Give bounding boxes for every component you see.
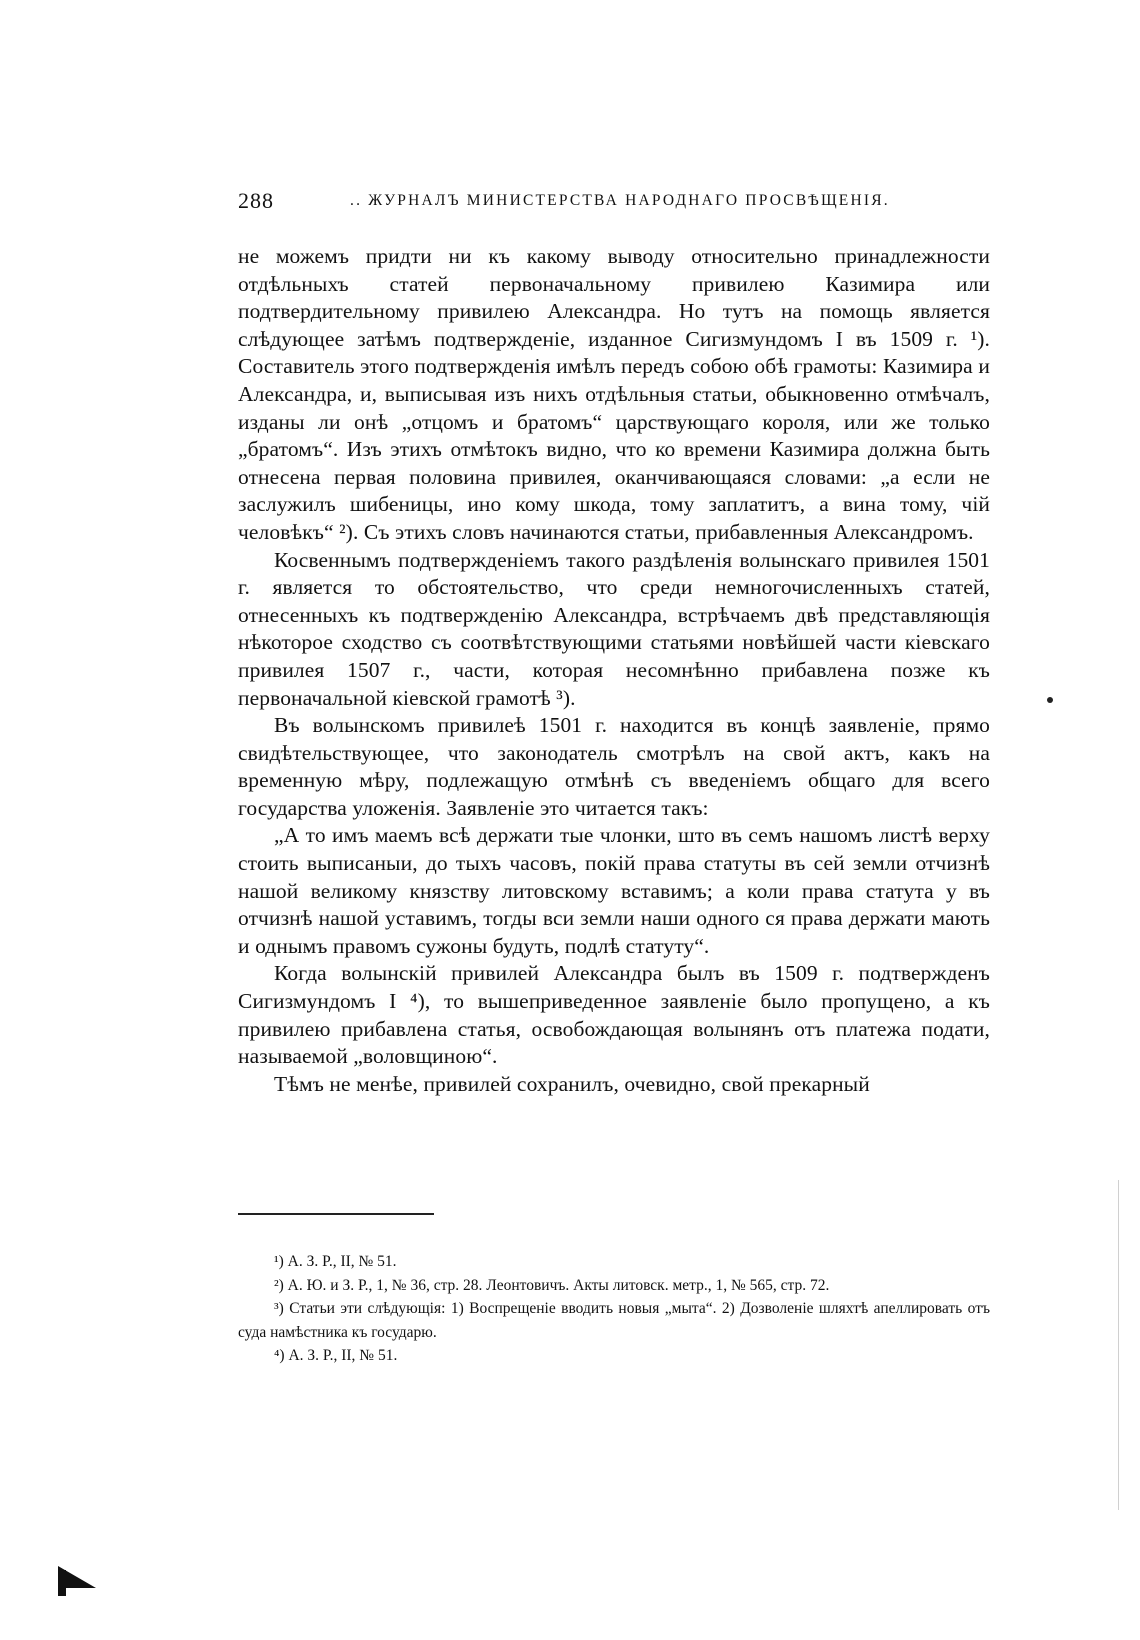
paragraph-6: Тѣмъ не менѣе, привилей сохранилъ, очевидно, свой прекарный xyxy=(274,1071,870,1096)
footnote-3: ³) Статьи эти слѣдующія: 1) Воспрещеніе вводить новыя „мыта“. 2) Дозволеніе шляхтѣ апеллировать отъ суда намѣстника къ государю. xyxy=(238,1300,990,1341)
paragraph-3: Въ волынскомъ привилеѣ 1501 г. находится въ концѣ заявленіе, прямо свидѣтельствующее, что законодатель смотрѣлъ на свой актъ, какъ на временную мѣру, подлежащую отмѣнѣ съ введеніемъ общаго для всего государства уложенія. Заявленіе это читается такъ: xyxy=(238,713,990,820)
footnote-4: ⁴) А. З. Р., II, № 51. xyxy=(274,1347,398,1365)
margin-speck xyxy=(1047,697,1053,703)
page-number: 288 xyxy=(238,188,274,213)
footnote-2: ²) А. Ю. и З. Р., 1, № 36, стр. 28. Леонтовичъ. Акты литовск. метр., 1, № 565, стр. 72. xyxy=(274,1276,830,1294)
quotation-paragraph: „А то имъ маемъ всѣ держати тые члонки, што въ семъ нашомъ листѣ верху стоить выписаныи, до тыхъ часовъ, покій права статуты въ сей земли отчизнѣ нашой великому князству литовскому вставимъ; а коли права статута у въ отчизнѣ нашой уставимъ, тогды вси земли наши одного ся права держати мають и однымъ правомъ сужоны будуть, подлѣ статуту“. xyxy=(238,823,990,958)
main-text xyxy=(238,243,990,1098)
footnote-1: ¹) А. З. Р., II, № 51. xyxy=(274,1253,397,1270)
paragraph-2: Косвеннымъ подтвержденіемъ такого раздѣленія волынскаго привилея 1501 г. является то обстоятельство, что среди немногочисленныхъ статей, отнесенныхъ къ подтвержденію Александра, встрѣчаемъ двѣ представляющія нѣкоторое сходство съ соотвѣтствующими статьями новѣйшей части кіевскаго привилея 1507 г., части, которая несомнѣнно прибавлена позже къ первоначальной кіевской грамотѣ ³). xyxy=(238,547,990,710)
running-title: .. ЖУРНАЛЪ МИНИСТЕРСТВА НАРОДНАГО ПРОСВѢЩЕНІЯ. xyxy=(350,192,890,209)
scan-edge-line xyxy=(1118,1180,1119,1510)
footnote-separator xyxy=(238,1213,434,1215)
footnotes xyxy=(238,1250,990,1368)
paragraph-1: не можемъ придти ни къ какому выводу относительно принадлежности отдѣльныхъ статей первоначальному привилею Казимира или подтвердительному привилею Александра. Но тутъ на помощь является слѣдующее затѣмъ подтвержденіе, изданное Сигизмундомъ I въ 1509 г. ¹). Составитель этого подтвержденія имѣлъ передъ собою обѣ грамоты: Казимира и Александра, и, выписывая изъ нихъ отдѣльныя статьи, обыкновенно отмѣчалъ, изданы ли онѣ „отцомъ и братомъ“ царствующаго короля, или же только „братомъ“. Изъ этихъ отмѣтокъ видно, что ко времени Казимира должна быть отнесена первая половина привилея, оканчивающаяся словами: „а если не заслужилъ шибеницы, ино кому шкода, тому заплатитъ, а вина тому, чій человѣкъ“ ²). Съ этихъ словъ начинаются статьи, прибавленныя Александромъ. xyxy=(238,244,990,544)
scan-corner-marker-icon xyxy=(58,1566,96,1588)
paragraph-5: Когда волынскій привилей Александра былъ въ 1509 г. подтвержденъ Сигизмундомъ I ⁴), то вышеприведенное заявленіе было пропущено, а къ привилею прибавлена статья, освобождающая волынянъ отъ платежа подати, называемой „воловщиною“. xyxy=(238,961,990,1069)
page-header xyxy=(238,188,990,218)
